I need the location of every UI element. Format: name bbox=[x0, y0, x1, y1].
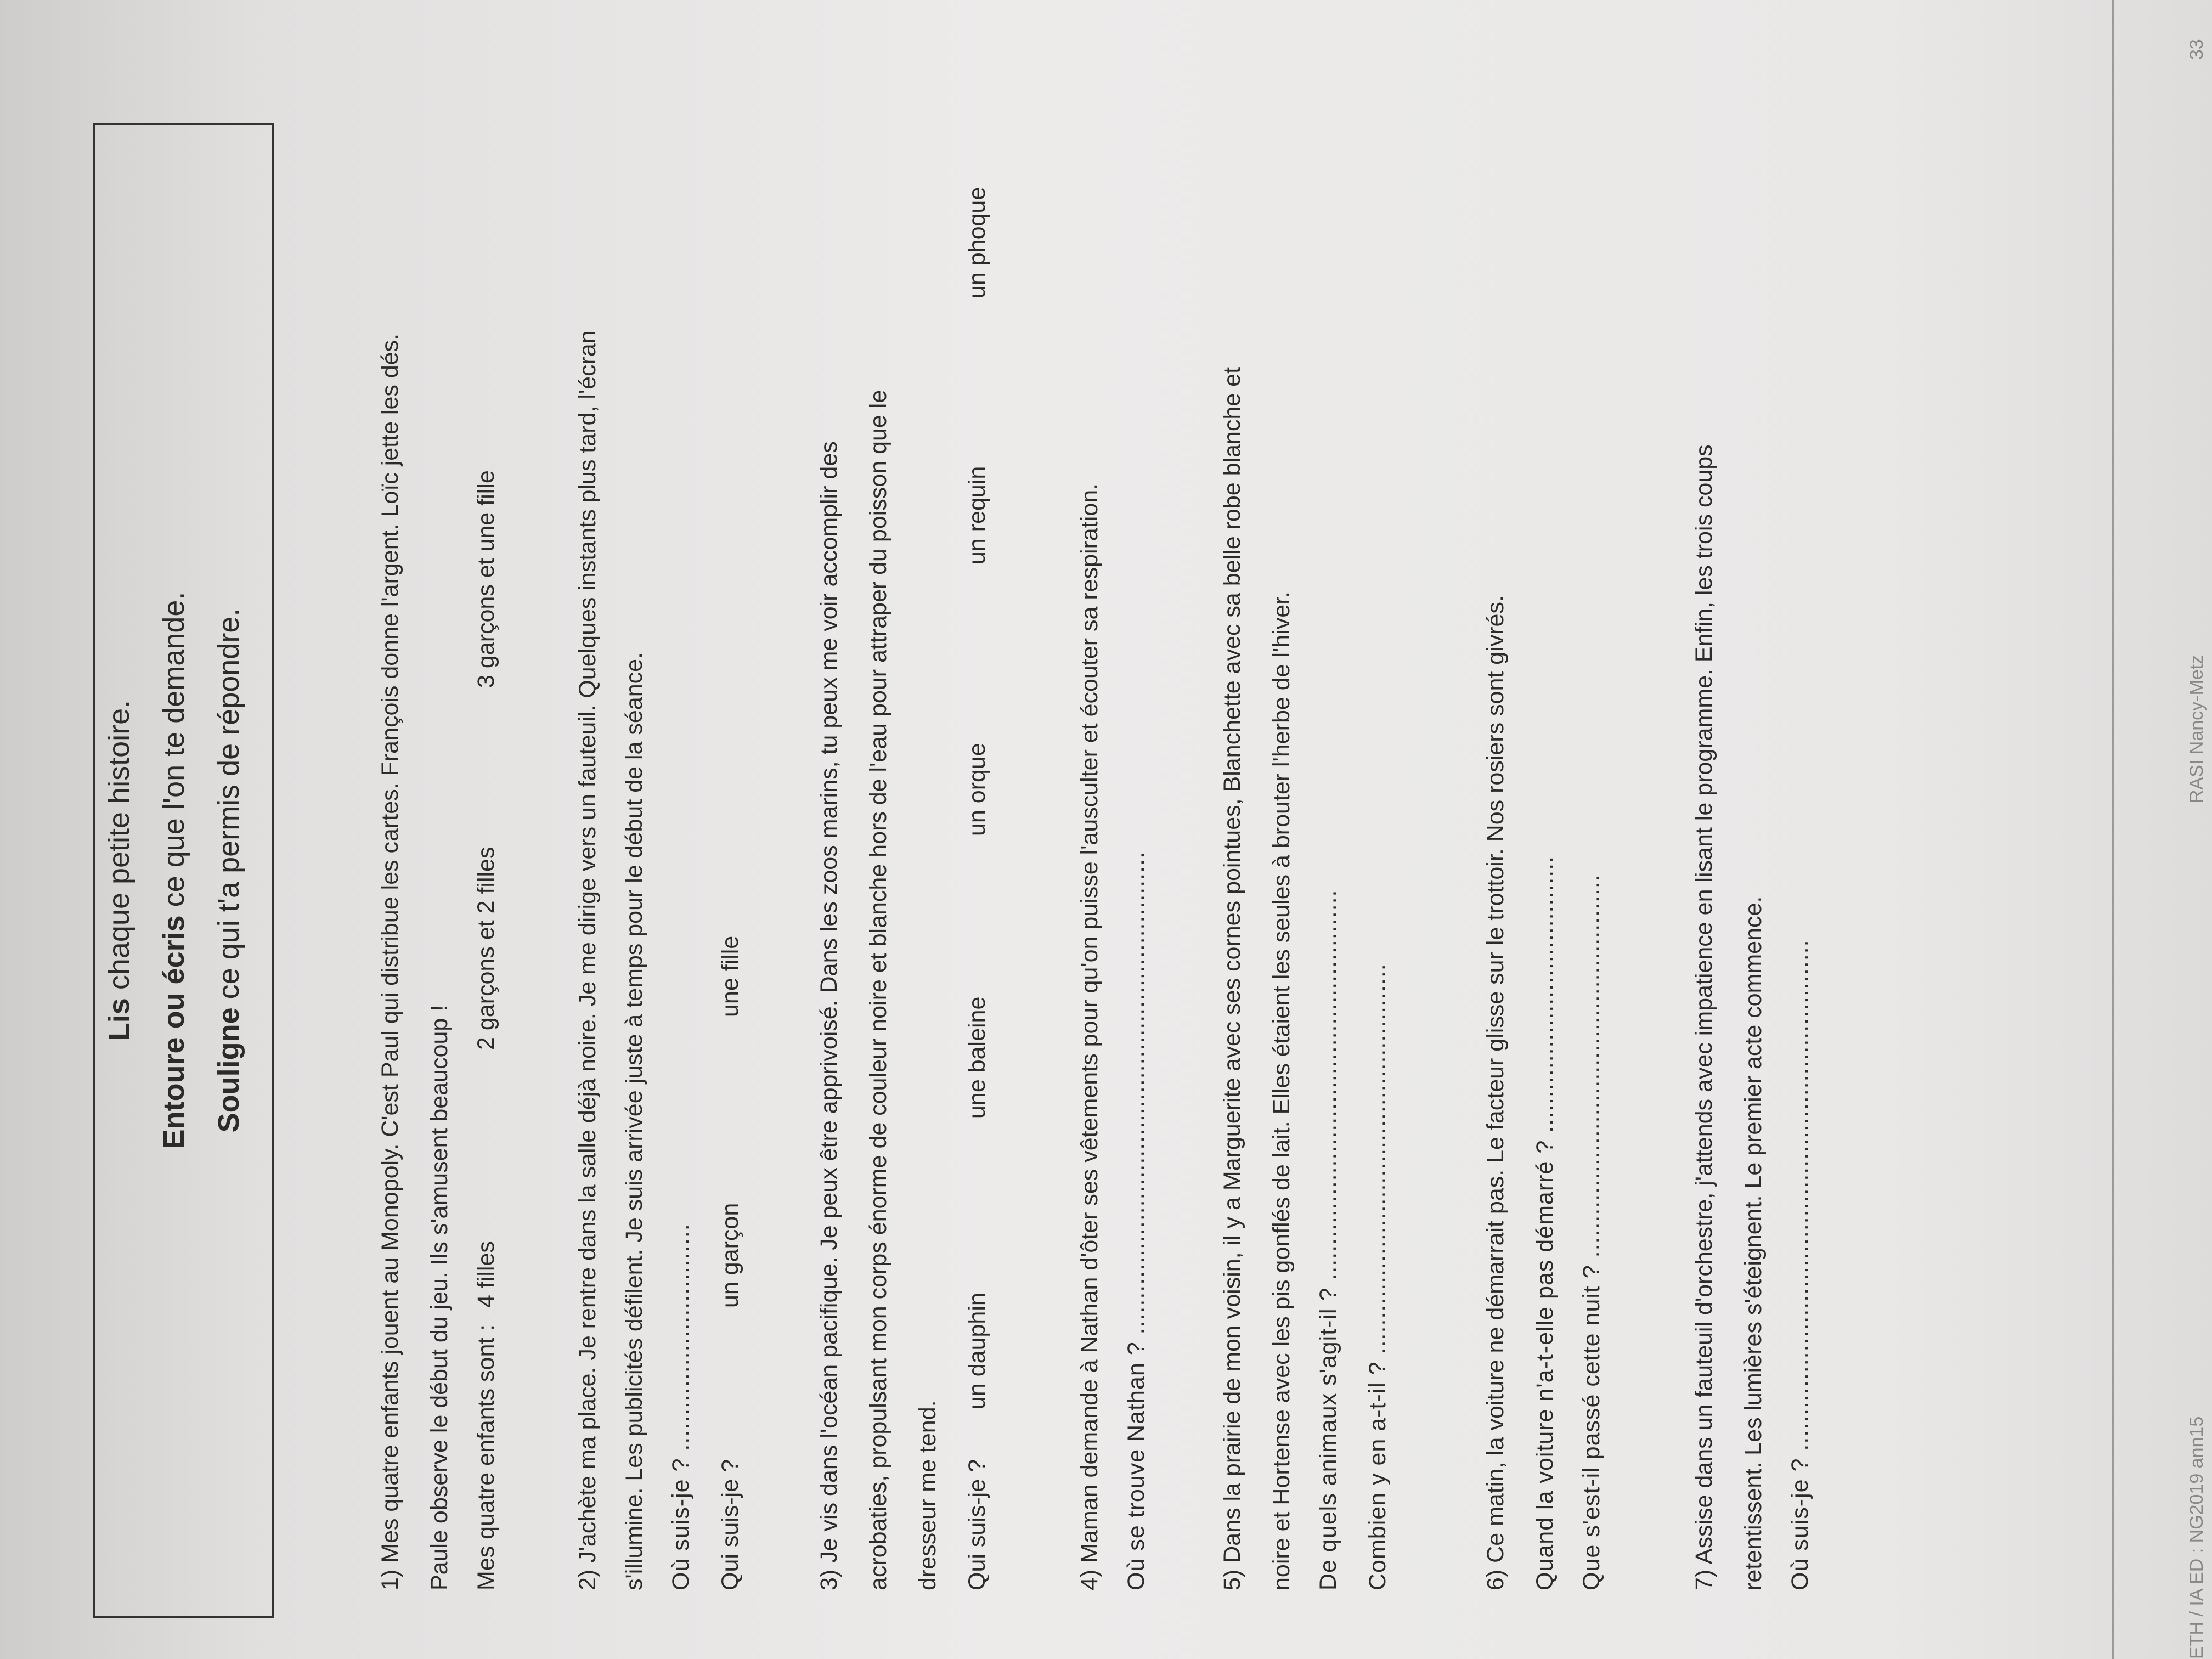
story-3-line-2: acrobaties, propulsant mon corps énorme de couleur noire et blanche hors de l'eau pour attraper du poisson que le bbox=[865, 390, 891, 1590]
story-2-option-2[interactable]: une fille bbox=[717, 935, 743, 1017]
story-1-option-2[interactable]: 2 garçons et 2 filles bbox=[473, 847, 499, 1050]
story-3-question: Qui suis-je ? bbox=[964, 1459, 990, 1590]
story-5-line-2: noire et Hortense avec les pis gonflés de lait. Elles étaient les seules à brouter l'herbe de l'hiver. bbox=[1268, 591, 1295, 1590]
story-1-line-1: 1) Mes quatre enfants jouent au Monopoly. C'est Paul qui distribue les cartes. François donne l'argent. Loïc jette les dés. bbox=[377, 333, 403, 1590]
story-3-option-2[interactable]: une baleine bbox=[964, 996, 990, 1119]
story-1-option-3[interactable]: 3 garçons et une fille bbox=[473, 470, 499, 688]
story-3-option-3[interactable]: un orque bbox=[964, 743, 990, 836]
footer-reference: ETH / IA ED : NG2019 ann15 bbox=[2186, 1416, 2207, 1659]
story-7-question[interactable]: Où suis-je ? ........................................................................ bbox=[1787, 939, 1813, 1590]
story-1-option-1[interactable]: 4 filles bbox=[473, 1241, 499, 1308]
story-3-line-1: 3) Je vis dans l'océan pacifique. Je peux être apprivoisé. Dans les zoos marins, tu peux me voir accomplir des bbox=[816, 441, 842, 1590]
story-6-question-when[interactable]: Quand la voiture n'a-t-elle pas démarré ? ....................................... bbox=[1532, 855, 1558, 1590]
story-1-question: Mes quatre enfants sont : bbox=[473, 1324, 499, 1590]
story-2-question-who: Qui suis-je ? bbox=[717, 1459, 743, 1590]
story-6-line-1: 6) Ce matin, la voiture ne démarrait pas. Le facteur glisse sur le trottoir. Nos rosiers sont givrés. bbox=[1482, 595, 1509, 1590]
instruction-read: Lis chaque petite histoire. bbox=[103, 699, 136, 1041]
story-4-question[interactable]: Où se trouve Nathan ? .................................................................... bbox=[1123, 851, 1149, 1590]
story-2-option-1[interactable]: un garçon bbox=[717, 1203, 743, 1308]
story-5-question-animals[interactable]: De quels animaux s'agit-il ? ....................................................... bbox=[1315, 889, 1341, 1590]
instruction-underline: Souligne ce qui t'a permis de répondre. bbox=[212, 608, 245, 1133]
story-3-line-3: dresseur me tend. bbox=[915, 1400, 941, 1590]
story-5-question-count[interactable]: Combien y en a-t-il ? ....................................................... bbox=[1364, 963, 1391, 1590]
story-6-question-night[interactable]: Que s'est-il passé cette nuit ? ...................................................... bbox=[1578, 874, 1605, 1590]
story-7-line-2: retentissent. Les lumières s'éteignent. Le premier acte commence. bbox=[1740, 896, 1767, 1590]
story-2-line-1: 2) J'achète ma place. Je rentre dans la salle déjà noire. Je me dirige vers un fauteuil. Quelques instants plus tard, l'écran bbox=[574, 330, 601, 1590]
story-3-option-4[interactable]: un requin bbox=[964, 466, 990, 565]
story-5-line-1: 5) Dans la prairie de mon voisin, il y a Marguerite avec ses cornes pointues, Blanchette avec sa belle robe blanche et bbox=[1219, 366, 1245, 1590]
instructions-box bbox=[93, 123, 274, 1618]
story-2-line-2: s'illumine. Les publicités défilent. Je suis arrivée juste à temps pour le début de la séance. bbox=[621, 652, 647, 1590]
story-7-line-1: 7) Assise dans un fauteuil d'orchestre, j'attends avec impatience en lisant le programme. Enfin, les trois coups bbox=[1691, 444, 1717, 1590]
instruction-circle-write: Entoure ou écris ce que l'on te demande. bbox=[157, 591, 190, 1149]
story-1-line-2: Paule observe le début du jeu. Ils s'amusent beaucoup ! bbox=[426, 1005, 453, 1590]
story-3-option-1[interactable]: un dauphin bbox=[964, 1293, 990, 1409]
footer-page-number: 33 bbox=[2186, 39, 2207, 60]
footer-organization: RASI Nancy-Metz bbox=[2186, 654, 2207, 803]
story-3-option-5[interactable]: un phoque bbox=[964, 187, 990, 298]
story-2-question-where[interactable]: Où suis-je ? ................................ bbox=[668, 1223, 694, 1590]
story-4-line-1: 4) Maman demande à Nathan d'ôter ses vêtements pour qu'on puisse l'ausculter et écouter sa respiration. bbox=[1076, 483, 1103, 1590]
